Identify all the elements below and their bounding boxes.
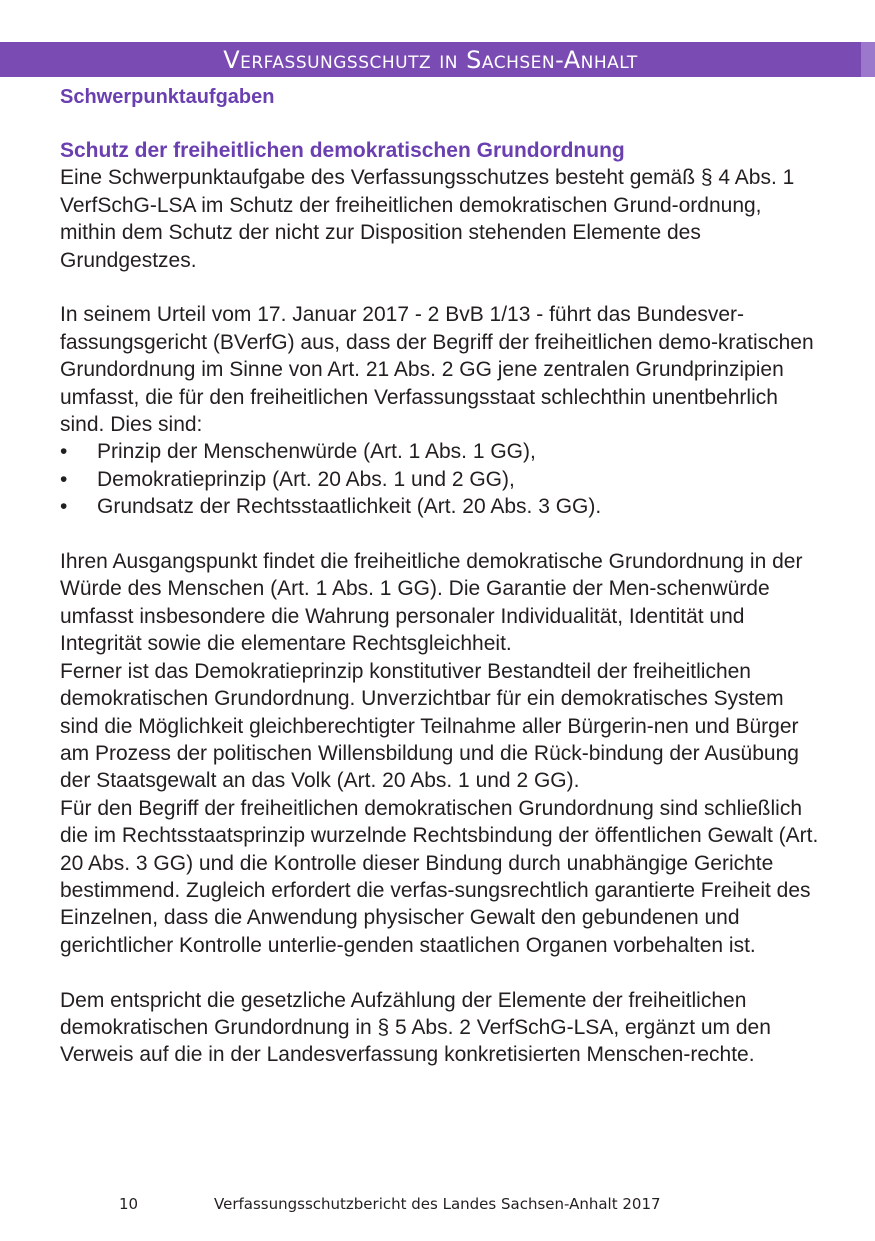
paragraph-1: Eine Schwerpunktaufgabe des Verfassungsschutzes besteht gemäß § 4 Abs. 1 VerfSchG-LSA im Schutz der freiheitlichen demokratischen Grund-ordnung, mithin dem Schutz der nicht zur Disposition stehenden Elemente des Grundgestzes.: [60, 166, 795, 272]
bullet-icon: •: [60, 440, 68, 464]
bullet-item: [60, 466, 820, 493]
paragraph-spacer: [60, 959, 820, 986]
paragraph-5: Für den Begriff der freiheitlichen demokratischen Grundordnung sind schließlich die im Rechtsstaatsprinzip wurzelnde Rechtsbindung der öffentlichen Gewalt (Art. 20 Abs. 3 GG) und die Kontrolle dieser Bindung durch unabhängige Gerichte bestimmend. Zugleich erfordert die verfas-sungsrechtlich garantierte Freiheit des Einzelnen, dass die Anwendung physischer Gewalt den gebundenen und gerichtlicher Kontrolle unterlie-genden staatlichen Organen vorbehalten ist.: [60, 796, 819, 957]
bullet-text: Prinzip der Menschenwürde (Art. 1 Abs. 1 GG),: [97, 440, 536, 464]
bullet-icon: •: [60, 467, 68, 491]
subheading: Schutz der freiheitlichen demokratischen Grundordnung: [60, 139, 625, 162]
paragraph-2: In seinem Urteil vom 17. Januar 2017 - 2 BvB 1/13 - führt das Bundesver-fassungsgericht (BVerfG) aus, dass der Begriff der freiheitlichen demo-kratischen Grundordnung im Sinne von Art. 21 Abs. 2 GG jene zentralen Grundprinzipien umfasst, die für den freiheitlichen Verfassungsstaat schlechthin unentbehrlich sind. Dies sind:: [60, 303, 814, 437]
paragraph-spacer: [60, 274, 820, 301]
header-title: Verfassungsschutz in Sachsen-Anhalt: [223, 45, 638, 74]
header-band-edge: [861, 42, 875, 77]
section-title: Schwerpunktaufgaben: [60, 86, 275, 108]
footer-title: Verfassungsschutzbericht des Landes Sachsen-Anhalt 2017: [214, 1195, 661, 1213]
bullet-text: Grundsatz der Rechtsstaatlichkeit (Art. 20 Abs. 3 GG).: [97, 495, 602, 519]
bullet-text: Demokratieprinzip (Art. 20 Abs. 1 und 2 GG),: [97, 467, 515, 491]
bullet-item: [60, 438, 820, 465]
bullet-list: [60, 438, 820, 520]
page-number: 10: [119, 1195, 139, 1213]
header-band: [0, 42, 861, 77]
paragraph-6: Dem entspricht die gesetzliche Aufzählung der Elemente der freiheitlichen demokratischen Grundordnung in § 5 Abs. 2 VerfSchG-LSA, ergänzt um den Verweis auf die in der Landesverfassung konkretisierten Menschen-rechte.: [60, 988, 771, 1067]
page-footer: [0, 1195, 875, 1217]
paragraph-4: Ferner ist das Demokratieprinzip konstitutiver Bestandteil der freiheitlichen demokratischen Grundordnung. Unverzichtbar für ein demokratisches System sind die Möglichkeit gleichberechtigter Teilnahme aller Bürgerin-nen und Bürger am Prozess der politischen Willensbildung und die Rück-bindung der Ausübung der Staatsgewalt an das Volk (Art. 20 Abs. 1 und 2 GG).: [60, 659, 799, 793]
main-content: [60, 84, 820, 1069]
paragraph-3: Ihren Ausgangspunkt findet die freiheitliche demokratische Grundordnung in der Würde des Menschen (Art. 1 Abs. 1 GG). Die Garantie der Men-schenwürde umfasst insbesondere die Wahrung personaler Individualität, Identität und Integrität sowie die elementare Rechtsgleichheit.: [60, 550, 803, 656]
bullet-icon: •: [60, 495, 68, 519]
bullet-item: [60, 493, 820, 520]
paragraph-spacer: [60, 521, 820, 548]
